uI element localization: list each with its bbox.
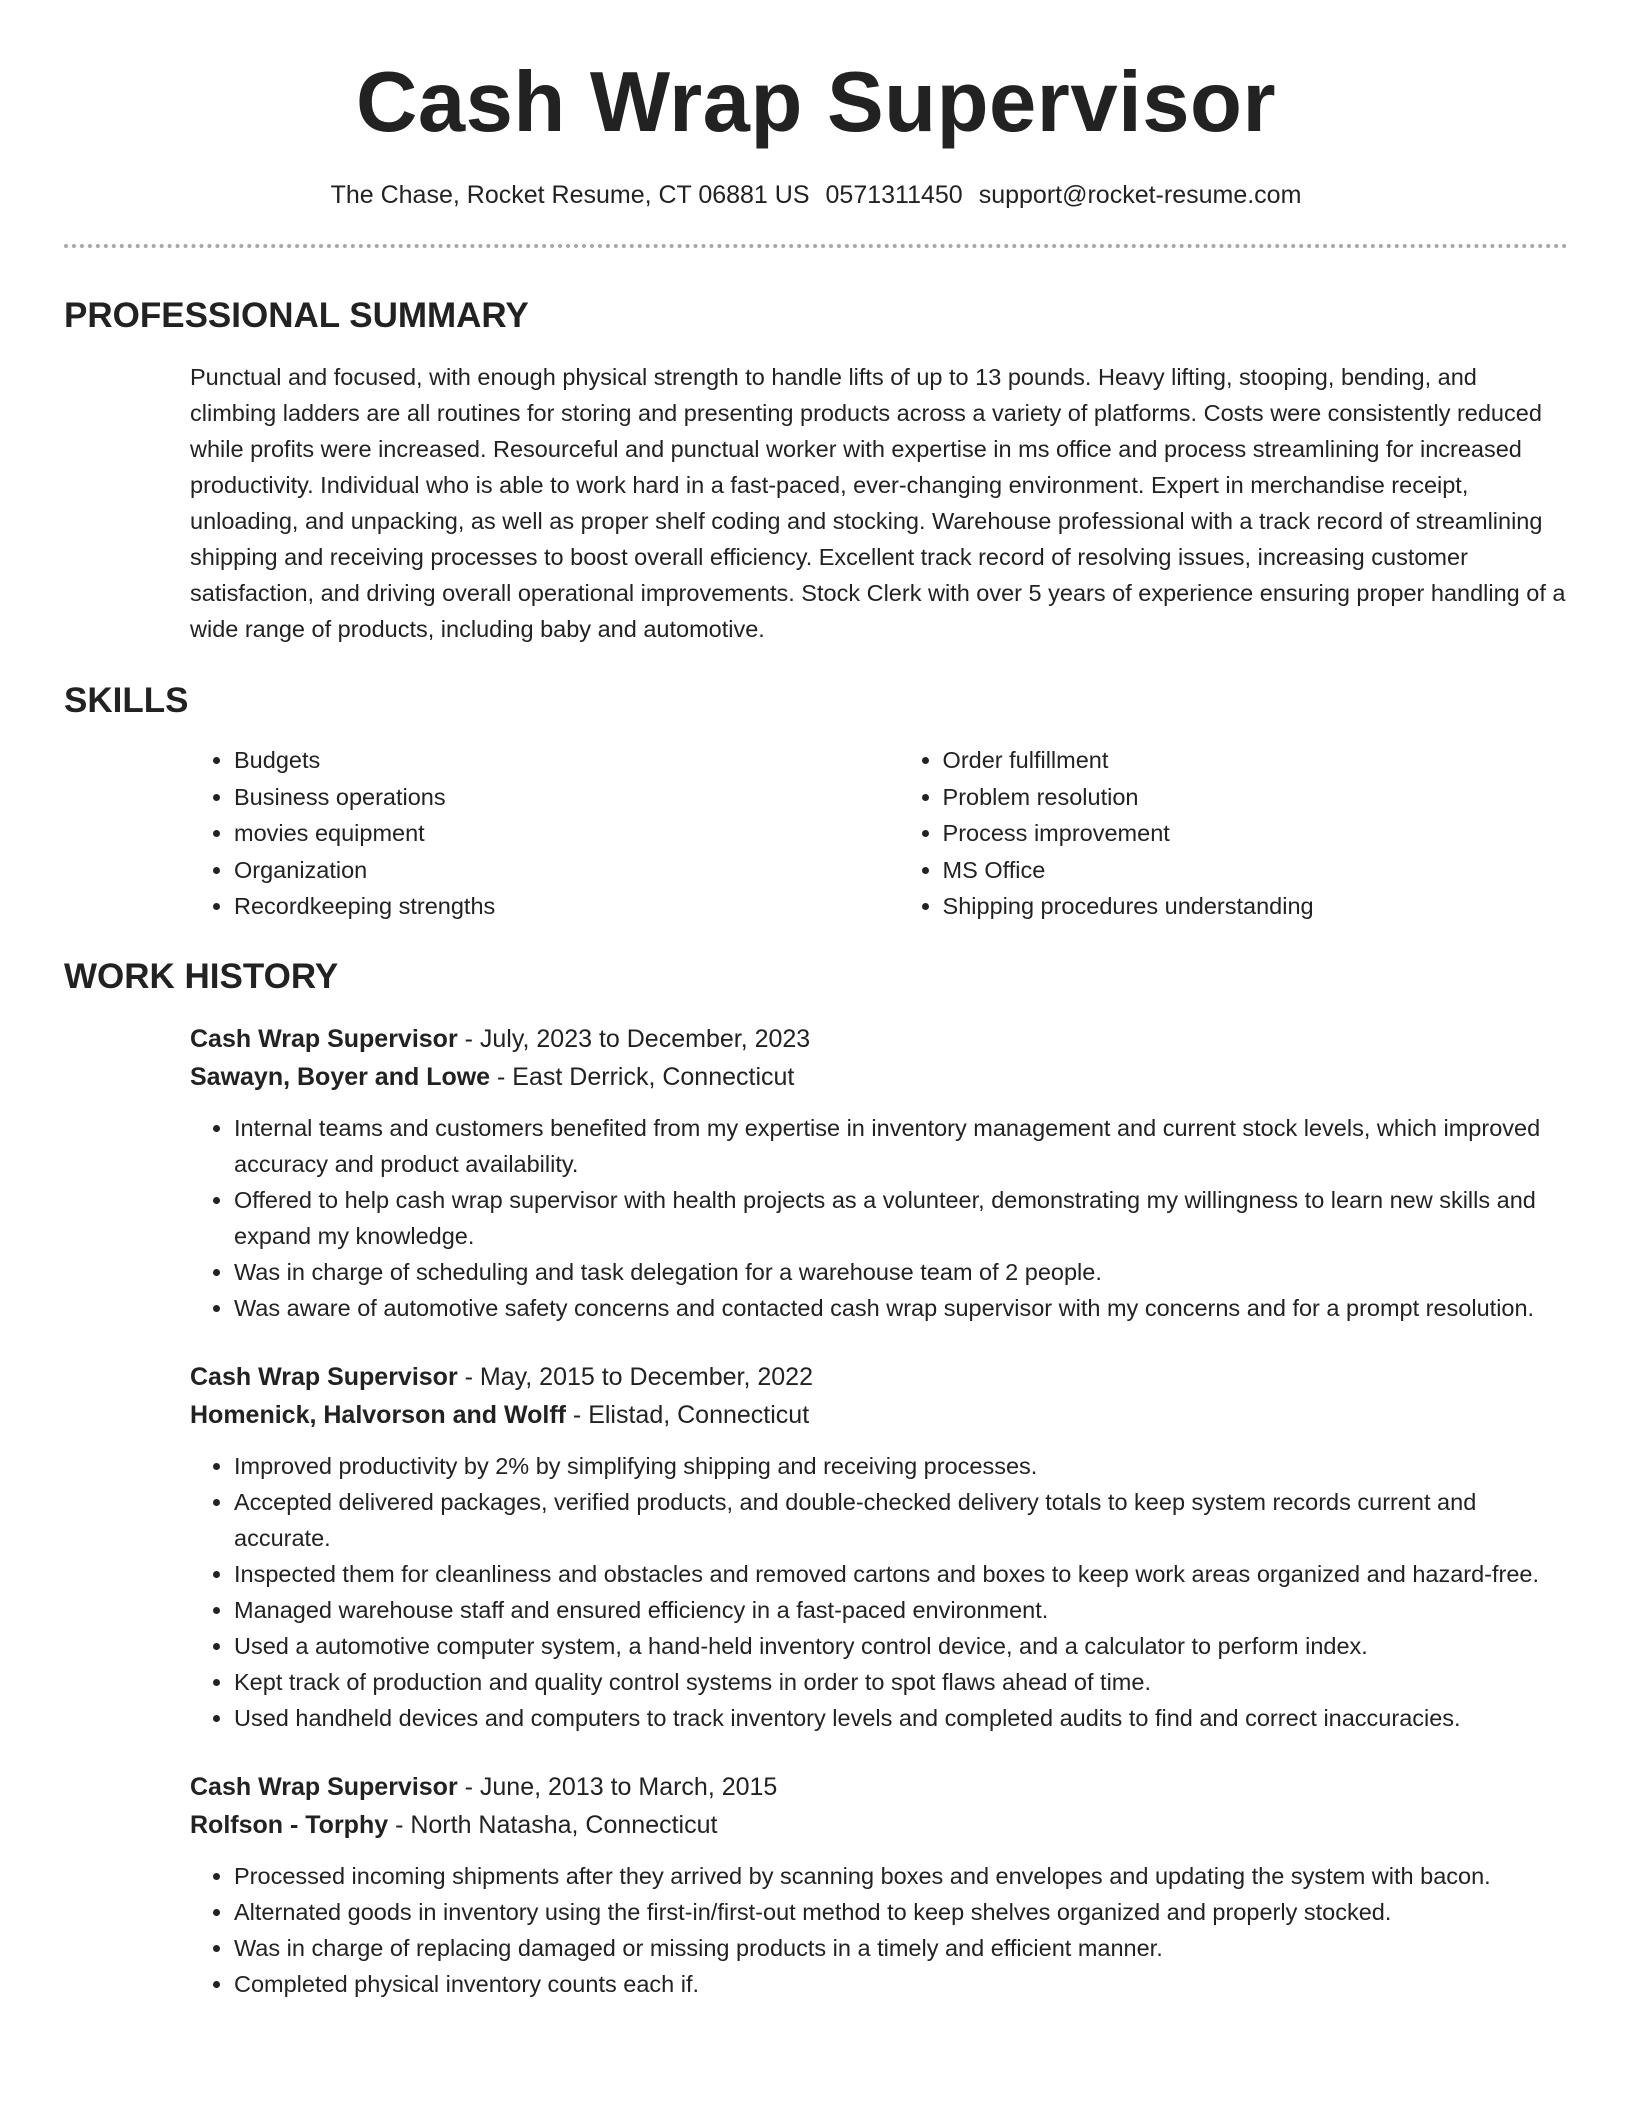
skill-item: • Problem resolution [943, 779, 1568, 816]
job-bullet: • Was in charge of replacing damaged or missing products in a timely and efficient manner. [234, 1930, 1568, 1966]
job-title-line [190, 1358, 1568, 1396]
job-bullet: • Completed physical inventory counts each if. [234, 1966, 1568, 2002]
job-company: Rolfson - Torphy [190, 1810, 389, 1839]
summary-heading: PROFESSIONAL SUMMARY [64, 296, 529, 335]
job-title: Cash Wrap Supervisor [190, 1024, 458, 1053]
job-bullet: • Processed incoming shipments after they arrived by scanning boxes and envelopes and updating the system with bacon. [234, 1858, 1568, 1894]
job-dates: - May, 2015 to December, 2022 [457, 1362, 813, 1391]
contact-address: The Chase, Rocket Resume, CT 06881 US [330, 181, 810, 209]
job-bullet: • Offered to help cash wrap supervisor with health projects as a volunteer, demonstrating my willingness to learn new skills and expand my knowledge. [234, 1182, 1568, 1254]
job-bullet: • Used handheld devices and computers to track inventory levels and completed audits to find and correct inaccuracies. [234, 1700, 1568, 1736]
job-bullet: • Managed warehouse staff and ensured efficiency in a fast-paced environment. [234, 1592, 1568, 1628]
job-bullets [190, 1448, 1568, 1736]
job-bullets [190, 1110, 1568, 1326]
skills-column-left [190, 742, 899, 925]
job-title: Cash Wrap Supervisor [190, 1772, 458, 1801]
skill-item: • Shipping procedures understanding [943, 888, 1568, 925]
contact-email: support@rocket-resume.com [978, 181, 1302, 209]
job-location: - North Natasha, Connecticut [388, 1810, 718, 1839]
job-bullet: • Accepted delivered packages, verified products, and double-checked delivery totals to keep system records current and accurate. [234, 1484, 1568, 1556]
resume-name: Cash Wrap Supervisor [355, 55, 1277, 150]
job-bullet: • Improved productivity by 2% by simplifying shipping and receiving processes. [234, 1448, 1568, 1484]
job-bullet: • Used a automotive computer system, a hand-held inventory control device, and a calculator to perform index. [234, 1628, 1568, 1664]
summary-text: Punctual and focused, with enough physical strength to handle lifts of up to 13 pounds. Heavy lifting, stooping, bending, and climbing ladders are all routines for storing and presenting products across a variety of platforms. Costs were consistently reduced while profits were increased. Resourceful and punctual worker with expertise in ms office and process streamlining for increased productivity. Individual who is able to work hard in a fast-paced, ever-changing environment. Expert in merchandise receipt, unloading, and unpacking, as well as proper shelf coding and stocking. Warehouse professional with a track record of streamlining shipping and receiving processes to boost overall efficiency. Excellent track record of resolving issues, increasing customer satisfaction, and driving overall operational improvements. Stock Clerk with over 5 years of experience ensuring proper handling of a wide range of products, including baby and automotive. [190, 364, 1566, 642]
contact-phone: 0571311450 [825, 181, 963, 209]
job-entry [190, 1768, 1568, 2002]
skill-item: • Recordkeeping strengths [234, 888, 899, 925]
contact-line [64, 180, 1568, 210]
job-bullet: • Was aware of automotive safety concerns and contacted cash wrap supervisor with my concerns and for a prompt resolution. [234, 1290, 1568, 1326]
work-history-heading: WORK HISTORY [64, 956, 339, 996]
job-title: Cash Wrap Supervisor [190, 1362, 458, 1391]
skill-item: • Organization [234, 852, 899, 889]
job-location: - East Derrick, Connecticut [490, 1062, 795, 1091]
job-company-line [190, 1058, 1568, 1096]
job-title-line [190, 1020, 1568, 1058]
job-company: Homenick, Halvorson and Wolff [190, 1400, 566, 1429]
job-entry [190, 1358, 1568, 1736]
job-company-line [190, 1806, 1568, 1844]
job-dates: - June, 2013 to March, 2015 [457, 1772, 778, 1801]
job-bullet: • Inspected them for cleanliness and obstacles and removed cartons and boxes to keep work areas organized and hazard-free. [234, 1556, 1568, 1592]
skill-item: • Order fulfillment [943, 742, 1568, 779]
job-title-line [190, 1768, 1568, 1806]
header-divider [64, 244, 1568, 248]
skill-item: • Business operations [234, 779, 899, 816]
job-bullet: • Internal teams and customers benefited from my expertise in inventory management and current stock levels, which improved accuracy and product availability. [234, 1110, 1568, 1182]
skill-item: • movies equipment [234, 815, 899, 852]
job-dates: - July, 2023 to December, 2023 [457, 1024, 811, 1053]
skills-heading: SKILLS [64, 681, 189, 720]
skills-list [190, 742, 1568, 925]
skills-column-right [899, 742, 1568, 925]
job-company-line [190, 1396, 1568, 1434]
skill-item: • Budgets [234, 742, 899, 779]
job-bullets [190, 1858, 1568, 2002]
job-bullet: • Kept track of production and quality control systems in order to spot flaws ahead of time. [234, 1664, 1568, 1700]
job-bullet: • Was in charge of scheduling and task delegation for a warehouse team of 2 people. [234, 1254, 1568, 1290]
job-entry [190, 1020, 1568, 1326]
skill-item: • MS Office [943, 852, 1568, 889]
job-bullet: • Alternated goods in inventory using the first-in/first-out method to keep shelves organized and properly stocked. [234, 1894, 1568, 1930]
job-location: - Elistad, Connecticut [565, 1400, 810, 1429]
skill-item: • Process improvement [943, 815, 1568, 852]
job-company: Sawayn, Boyer and Lowe [190, 1062, 491, 1091]
